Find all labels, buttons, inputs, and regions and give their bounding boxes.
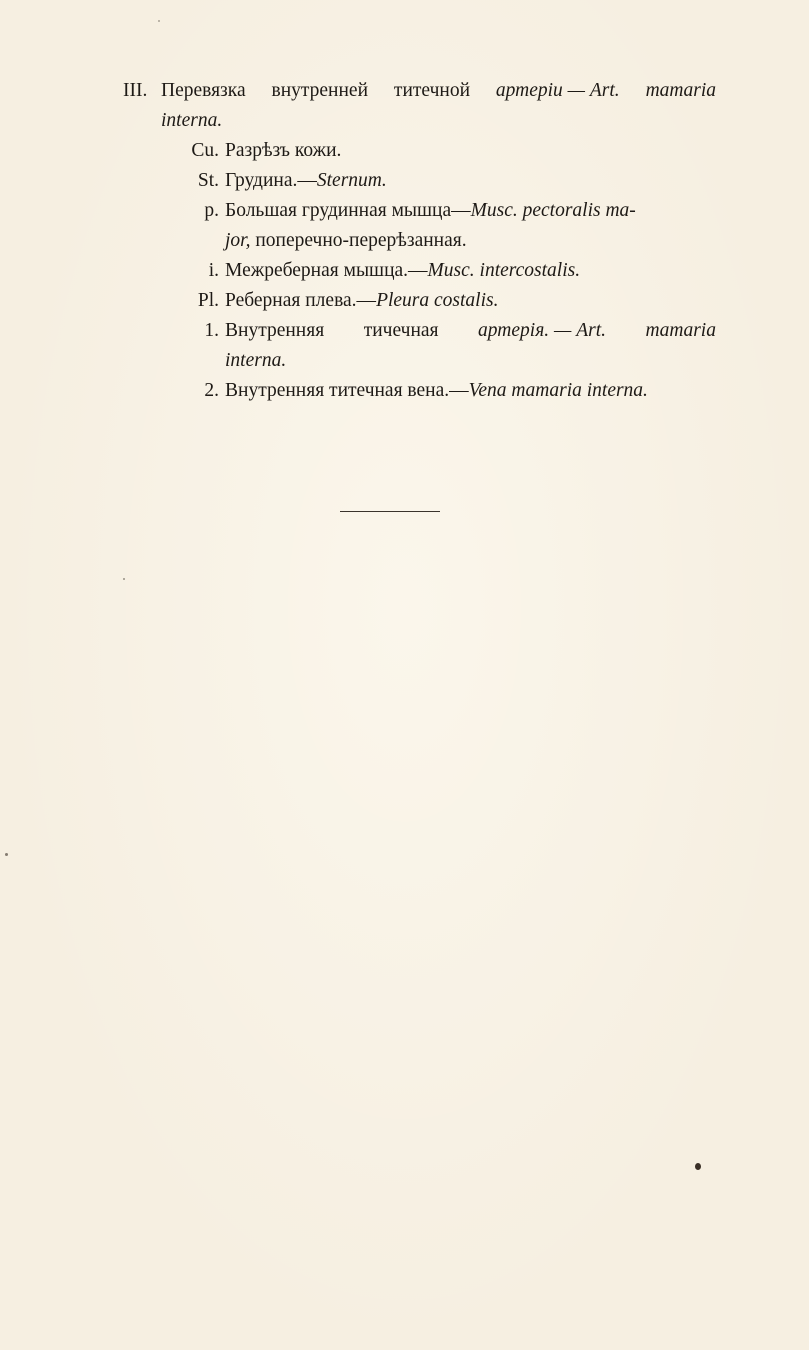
entry-label: St. — [197, 170, 219, 191]
figure-legend — [123, 76, 716, 406]
ink-speck — [158, 20, 160, 22]
heading-word: Перевязка — [161, 80, 246, 101]
entry-text: Межреберная мышца.— — [225, 260, 428, 281]
entry-body — [225, 316, 716, 346]
entry-body — [225, 136, 716, 166]
heading-number: III. — [123, 80, 148, 101]
entry-continuation-latin: jor, — [225, 230, 251, 251]
entry-text: Реберная плева.— — [225, 290, 377, 311]
heading-word: mamaria — [645, 80, 716, 101]
entry-body — [225, 286, 716, 316]
heading-word: внутренней — [271, 80, 369, 101]
ink-speck — [695, 1163, 701, 1170]
entry-body — [225, 376, 716, 406]
entry-label: i. — [208, 260, 219, 281]
entry-label: Cu. — [191, 140, 219, 161]
entry-word: mamaria — [645, 320, 716, 341]
entry-body — [225, 196, 716, 226]
legend-entry-p — [123, 196, 716, 226]
legend-heading — [123, 76, 716, 106]
entry-label: p. — [204, 200, 219, 221]
entry-word: артерiя. — Art. — [478, 320, 607, 341]
entry-word: Внутренняя — [225, 320, 325, 341]
entry-body — [225, 256, 716, 286]
entry-latin: Pleura costalis. — [376, 290, 499, 311]
legend-entry-i — [123, 256, 716, 286]
entry-latin: Sternum. — [316, 170, 387, 191]
legend-entry-2 — [123, 376, 716, 406]
legend-entry-pl — [123, 286, 716, 316]
ink-speck — [5, 853, 8, 856]
ink-speck — [123, 578, 125, 580]
entry-continuation — [123, 226, 716, 256]
entry-label: 1. — [204, 320, 219, 341]
entry-label: 2. — [204, 380, 219, 401]
entry-latin: Musc. intercostalis. — [427, 260, 581, 281]
entry-body — [225, 166, 716, 196]
entry-latin: Musc. pectoralis ma- — [470, 200, 636, 221]
entry-text: Разрѣзъ кожи. — [225, 140, 342, 161]
legend-entry-cu — [123, 136, 716, 166]
legend-entry-st — [123, 166, 716, 196]
entry-text: Внутренняя титечная вена.— — [225, 380, 469, 401]
entry-label: Pl. — [197, 290, 219, 311]
legend-entry-1 — [123, 316, 716, 346]
entry-text: Грудина.— — [225, 170, 317, 191]
heading-word: артерiи — Art. — [495, 80, 620, 101]
heading-text — [161, 76, 716, 106]
entry-latin: Vena mamaria interna. — [468, 380, 648, 401]
heading-word: титечной — [393, 80, 470, 101]
heading-continuation: interna. — [161, 110, 223, 131]
entry-continuation-text: поперечно-перерѣзанная. — [250, 230, 467, 251]
section-divider — [340, 511, 440, 512]
entry-continuation: interna. — [225, 350, 287, 371]
entry-word: тичечная — [363, 320, 439, 341]
entry-text: Большая грудинная мышца— — [225, 200, 471, 221]
